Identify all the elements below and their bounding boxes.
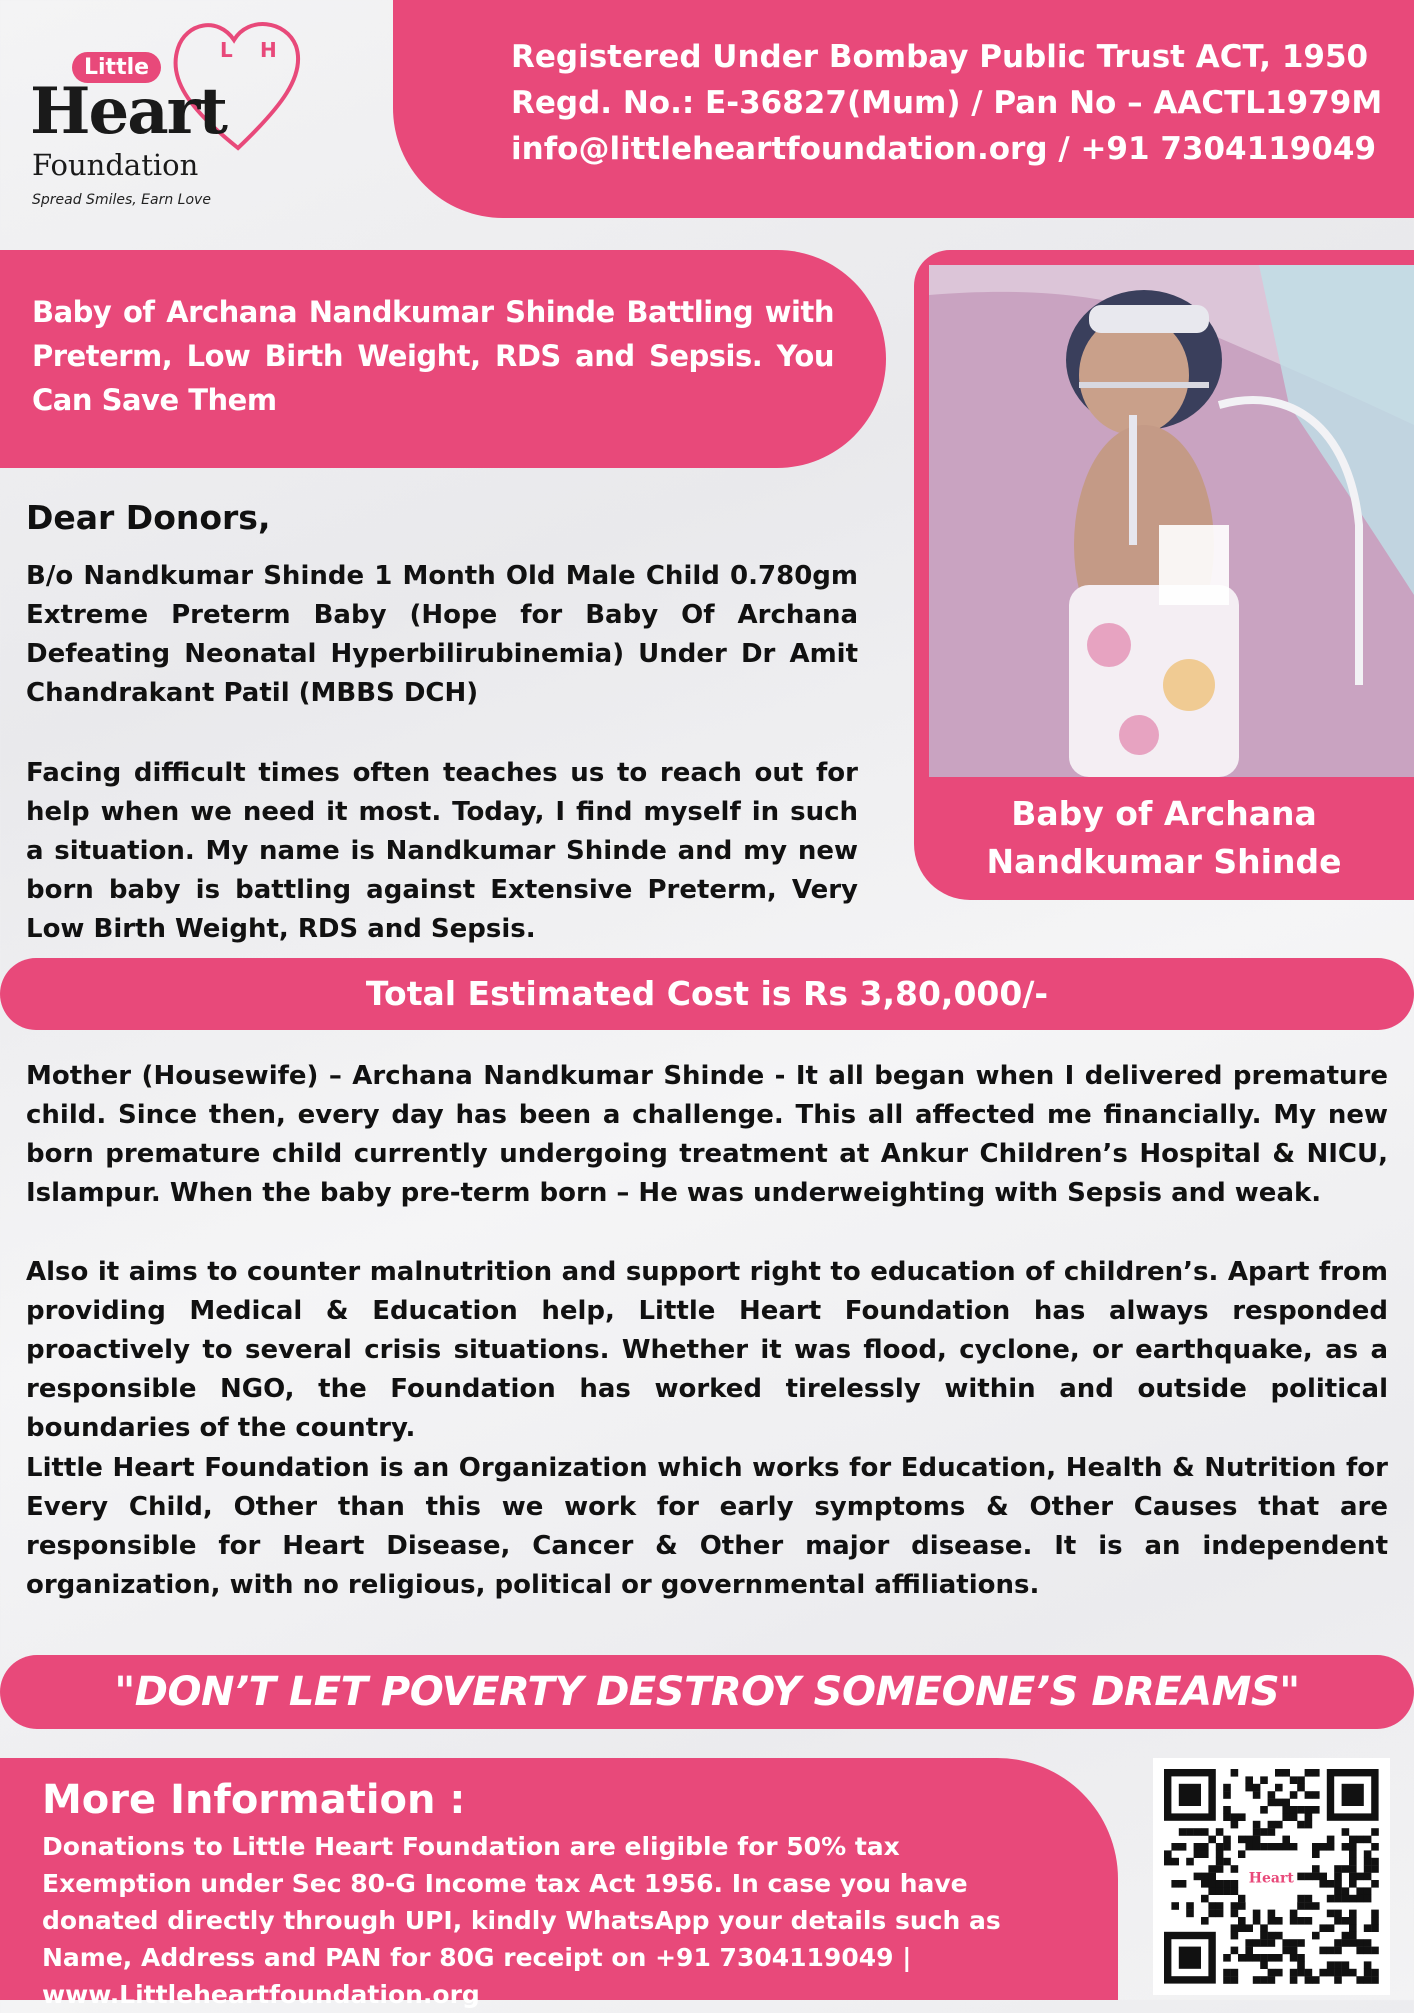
campaign-title: Baby of Archana Nandkumar Shinde Battling with Preterm, Low Birth Weight, RDS and Sepsis. You Can Save Them xyxy=(32,295,834,417)
appeal-paragraph: Facing difficult times often teaches us to reach out for help when we need it most. Today, I find myself in such a situation. My name is Nandkumar Shinde and my new born baby is battling against Extensive Preterm, Very Low Birth Weight, RDS and Sepsis. xyxy=(26,758,858,944)
caption-line-1: Baby of Archana xyxy=(1011,794,1317,833)
baby-illustration xyxy=(929,265,1414,777)
registration-banner xyxy=(393,0,1414,218)
registration-act: Registered Under Bombay Public Trust ACT, 1950 xyxy=(511,39,1369,75)
more-information-title: More Information : xyxy=(42,1777,466,1823)
patient-photo xyxy=(929,265,1414,777)
logo-initial-l: L xyxy=(220,38,233,62)
patient-intro-paragraph: B/o Nandkumar Shinde 1 Month Old Male Child 0.780gm Extreme Preterm Baby (Hope for Baby Of Archana Defeating Neonatal Hyperbilirubinemia) Under Dr Amit Chandrakant Patil (MBBS DCH) xyxy=(26,561,858,708)
foundation-about-paragraph: Little Heart Foundation is an Organization which works for Education, Health & Nutrition for Every Child, Other than this we work for early symptoms & Other Causes that are responsible for Heart Disease, Cancer & Other major disease. It is an independent organization, with no religious, political or governmental affiliations. xyxy=(26,1453,1388,1600)
logo-initial-h: H xyxy=(260,38,277,62)
logo-heart-text: Heart xyxy=(30,74,226,149)
caption-line-2: Nandkumar Shinde xyxy=(986,842,1342,881)
mother-story-paragraph: Mother (Housewife) – Archana Nandkumar Shinde - It all began when I delivered premature child. Since then, every day has been a challenge. This all affected me financially. My new born premature child currently undergoing treatment at Ankur Children’s Hospital & NICU, Islampur. When the baby pre-term born – He was underweighting with Sepsis and weak. xyxy=(26,1061,1388,1208)
logo-foundation-text: Foundation xyxy=(32,148,199,182)
logo-little-text: Little xyxy=(72,52,161,83)
qr-code-icon xyxy=(1153,1758,1390,1995)
qr-center-logo: Heart xyxy=(1248,1870,1294,1887)
greeting: Dear Donors, xyxy=(26,498,271,537)
patient-photo-caption xyxy=(914,790,1414,886)
patient-photo-card xyxy=(914,250,1414,900)
registration-number: Regd. No.: E-36827(Mum) / Pan No – AACTL1979M xyxy=(511,85,1383,121)
foundation-aims-paragraph: Also it aims to counter malnutrition and support right to education of children’s. Apart from providing Medical & Education help, Little Heart Foundation has always responded proactively to several crisis situations. Whether it was flood, cyclone, or earthquake, as a responsible NGO, the Foundation has worked tirelessly within and outside political boundaries of the country. xyxy=(26,1257,1388,1443)
total-cost-bar: Total Estimated Cost is Rs 3,80,000/- xyxy=(0,958,1414,1030)
slogan-bar: "DON’T LET POVERTY DESTROY SOMEONE’S DREAMS" xyxy=(0,1655,1414,1729)
logo-tagline: Spread Smiles, Earn Love xyxy=(32,192,211,208)
tax-exemption-text: Donations to Little Heart Foundation are eligible for 50% tax Exemption under Sec 80-G Income tax Act 1956. In case you have donated directly through UPI, kindly WhatsApp your details such as Name, Address and PAN for 80G receipt on +91 7304119049 | www.Littleheartfoundation.org xyxy=(42,1832,1001,2009)
donation-qr-code[interactable] xyxy=(1153,1758,1390,1995)
contact-info: info@littleheartfoundation.org / +91 7304119049 xyxy=(511,131,1377,167)
foundation-logo xyxy=(28,8,288,213)
more-information-panel xyxy=(0,1758,1118,2009)
campaign-title-banner xyxy=(0,250,886,468)
